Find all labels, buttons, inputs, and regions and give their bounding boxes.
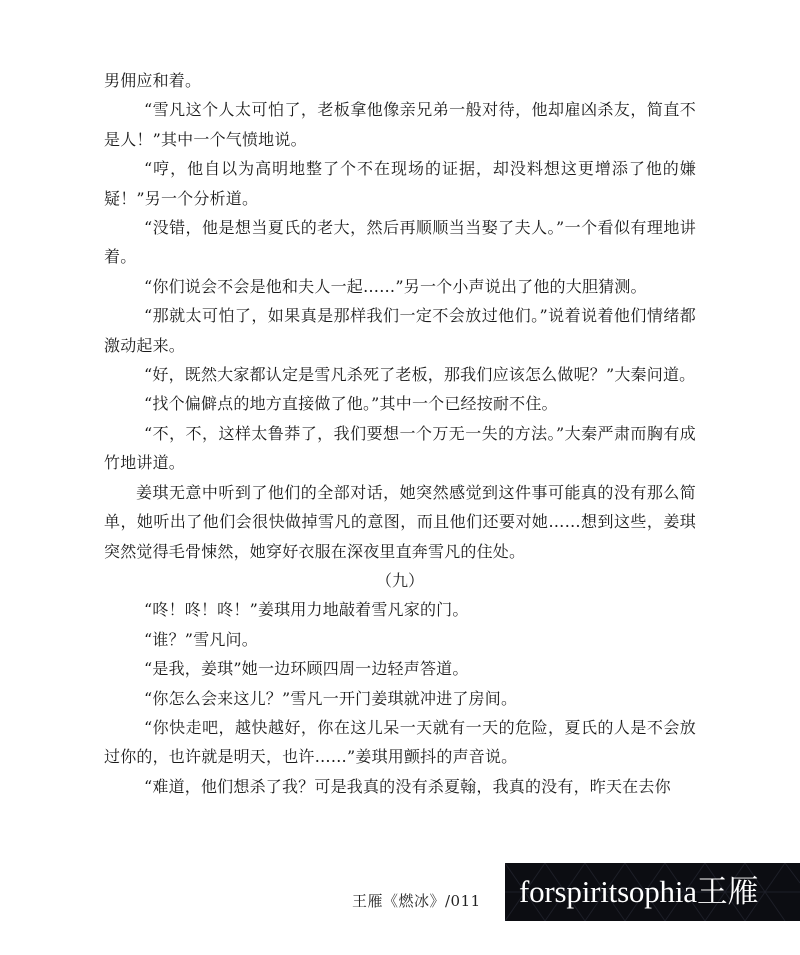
paragraph: “是我，姜琪”她一边环顾四周一边轻声答道。 [144,659,469,679]
text-body [104,66,696,801]
paragraph: “你怎么会来这儿？”雪凡一开门姜琪就冲进了房间。 [144,688,518,708]
paragraph: 姜琪无意中听到了他们的全部对话，她突然感觉到这件事可能真的没有那么简单，她听出了他们会很快做掉雪凡的意图，而且他们还要对她……想到这些，姜琪突然觉得毛骨悚然，她穿好衣服在深夜里直奔雪凡的住处。 [104,482,696,561]
paragraph: “你快走吧，越快越好，你在这儿呆一天就有一天的危险，夏氏的人是不会放过你的，也许就是明天，也许……”姜琪用颤抖的声音说。 [104,717,696,767]
watermark-banner [505,863,800,921]
watermark-text: forspiritsophia王雁 [519,874,759,909]
paragraph: “你们说会不会是他和夫人一起……”另一个小声说出了他的大胆猜测。 [144,276,647,296]
page-footer: 王雁《燃冰》/011 [352,892,481,910]
paragraph: “难道，他们想杀了我？可是我真的没有杀夏翰，我真的没有，昨天在去你 [144,776,671,796]
story-part-1 [104,66,696,566]
paragraph: “好，既然大家都认定是雪凡杀死了老板，那我们应该怎么做呢？”大秦问道。 [144,365,696,385]
paragraph: “那就太可怕了，如果真是那样我们一定不会放过他们。”说着说着他们情绪都激动起来。 [104,306,696,355]
paragraph: “咚！咚！咚！”姜琪用力地敲着雪凡家的门。 [144,600,469,620]
paragraph: “哼，他自以为高明地整了个不在现场的证据，却没料想这更增添了他的嫌疑！”另一个分析道。 [104,159,696,208]
paragraph: “不，不，这样太鲁莽了，我们要想一个万无一失的方法。”大秦严肃而胸有成竹地讲道。 [104,423,696,473]
story-part-2 [104,595,696,801]
section-title: （九） [375,570,424,590]
paragraph: “没错，他是想当夏氏的老大，然后再顺顺当当娶了夫人。”一个看似有理地讲着。 [104,218,696,267]
paragraph: “谁？”雪凡问。 [144,629,258,649]
paragraph: “雪凡这个人太可怕了，老板拿他像亲兄弟一般对待，他却雇凶杀友，简直不是人！”其中一个气愤地说。 [104,100,696,149]
paragraph: “找个偏僻点的地方直接做了他。”其中一个已经按耐不住。 [144,394,558,414]
paragraph: 男佣应和着。 [104,71,202,90]
